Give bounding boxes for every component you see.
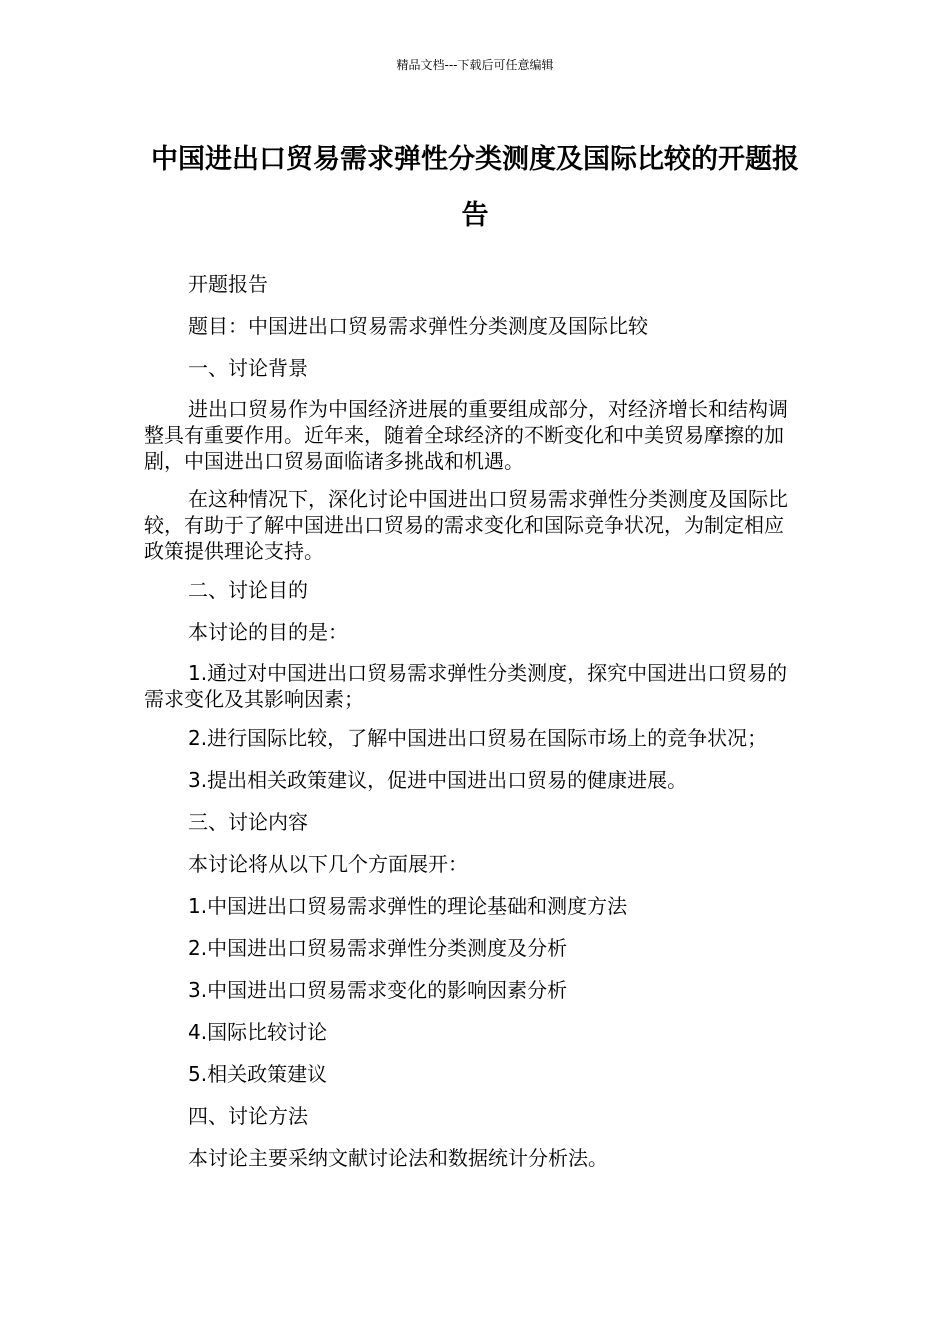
list-item-purpose-3: 3.提出相关政策建议，促进中国进出口贸易的健康进展。 bbox=[188, 768, 688, 792]
document-body bbox=[144, 270, 796, 1186]
list-item-content-3: 3.中国进出口贸易需求变化的影响因素分析 bbox=[188, 978, 568, 1002]
document-title: 中国进出口贸易需求弹性分类测度及国际比较的开题报告 bbox=[151, 144, 799, 231]
paragraph-content-intro: 本讨论将从以下几个方面展开： bbox=[188, 852, 468, 876]
section-heading-purpose: 二、讨论目的 bbox=[188, 578, 308, 602]
list-item-purpose-1: 1.通过对中国进出口贸易需求弹性分类测度，探究中国进出口贸易的需求变化及其影响因素； bbox=[144, 661, 788, 711]
paragraph-background-1: 进出口贸易作为中国经济进展的重要组成部分，对经济增长和结构调整具有重要作用。近年来，随着全球经济的不断变化和中美贸易摩擦的加剧，中国进出口贸易面临诸多挑战和机遇。 bbox=[144, 397, 788, 473]
section-heading-background: 一、讨论背景 bbox=[188, 356, 308, 380]
list-item-purpose-2: 2.进行国际比较，了解中国进出口贸易在国际市场上的竞争状况； bbox=[188, 726, 768, 750]
header-note: 精品文档---下载后可任意编辑 bbox=[396, 58, 554, 72]
paragraph-topic: 题目：中国进出口贸易需求弹性分类测度及国际比较 bbox=[188, 314, 648, 338]
list-item-content-2: 2.中国进出口贸易需求弹性分类测度及分析 bbox=[188, 936, 568, 960]
list-item-content-5: 5.相关政策建议 bbox=[188, 1062, 328, 1086]
paragraph-background-2: 在这种情况下，深化讨论中国进出口贸易需求弹性分类测度及国际比较，有助于了解中国进出口贸易的需求变化和国际竞争状况，为制定相应政策提供理论支持。 bbox=[144, 487, 788, 563]
list-item-content-4: 4.国际比较讨论 bbox=[188, 1020, 328, 1044]
paragraph-method: 本讨论主要采纳文献讨论法和数据统计分析法。 bbox=[188, 1146, 608, 1170]
list-item-content-1: 1.中国进出口贸易需求弹性的理论基础和测度方法 bbox=[188, 894, 628, 918]
section-heading-method: 四、讨论方法 bbox=[188, 1104, 308, 1128]
paragraph-report-label: 开题报告 bbox=[188, 272, 268, 296]
paragraph-purpose-intro: 本讨论的目的是： bbox=[188, 620, 348, 644]
section-heading-content: 三、讨论内容 bbox=[188, 810, 308, 834]
